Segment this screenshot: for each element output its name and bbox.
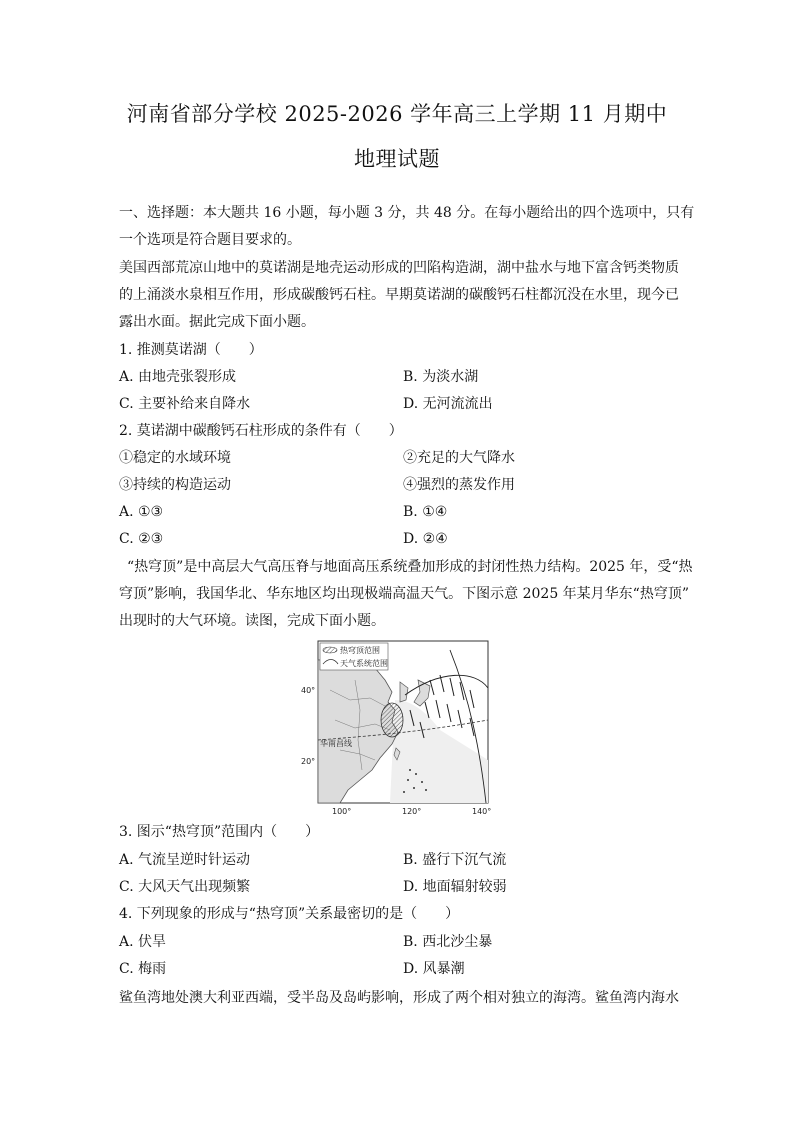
question-1-option-b: B. 为淡水湖 bbox=[403, 369, 479, 385]
passage-2-line-3: 出现时的大气环境。读图，完成下面小题。 bbox=[119, 613, 385, 629]
legend-weather-system-label: 天气系统范围 bbox=[340, 659, 388, 668]
question-3-option-d: D. 地面辐射较弱 bbox=[403, 879, 507, 895]
latitude-20-label: 20° bbox=[301, 757, 316, 766]
question-1-option-a: A. 由地壳张裂形成 bbox=[119, 369, 237, 385]
question-3-option-a: A. 气流呈逆时针运动 bbox=[119, 852, 251, 868]
question-1-option-c: C. 主要补给来自降水 bbox=[119, 396, 251, 412]
passage-2-line-2: 穹顶”影响，我国华北、华东地区均出现极端高温天气。下图示意 2025 年某月华东“热穹顶” bbox=[119, 586, 689, 602]
question-2-option-b: B. ①④ bbox=[403, 504, 448, 520]
heat-dome-region bbox=[381, 703, 403, 737]
question-2-item-4: ④强烈的蒸发作用 bbox=[403, 477, 515, 493]
section-instructions-line-2: 一个选项是符合题目要求的。 bbox=[119, 232, 301, 248]
latitude-40-label: 40° bbox=[301, 686, 316, 695]
question-3-option-c: C. 大风天气出现频繁 bbox=[119, 879, 251, 895]
passage-1-line-1: 美国西部荒凉山地中的莫诺湖是地壳运动形成的凹陷构造湖，湖中盐水与地下富含钙类物质 bbox=[119, 260, 679, 276]
question-4-stem: 4. 下列现象的形成与“热穹顶”关系最密切的是（ ） bbox=[119, 906, 460, 922]
question-2-option-c: C. ②③ bbox=[119, 531, 164, 547]
longitude-120-label: 120° bbox=[402, 807, 422, 816]
question-4-option-c: C. 梅雨 bbox=[119, 961, 167, 977]
question-3-stem: 3. 图示“热穹顶”范围内（ ） bbox=[119, 824, 320, 840]
question-3-option-b: B. 盛行下沉气流 bbox=[403, 852, 507, 868]
question-2-option-d: D. ②④ bbox=[403, 531, 448, 547]
section-instructions-line-1: 一、选择题：本大题共 16 小题，每小题 3 分，共 48 分。在每小题给出的四个选项中，只有 bbox=[119, 205, 695, 221]
passage-1-line-2: 的上涌淡水泉相互作用，形成碳酸钙石柱。早期莫诺湖的碳酸钙石柱都沉没在水里，现今已 bbox=[119, 287, 679, 303]
line-label: 华南昌线 bbox=[320, 739, 352, 748]
legend-heat-dome-label: 热穹顶范围 bbox=[340, 646, 380, 655]
passage-2-line-1: “热穹顶”是中高层大气高压脊与地面高压系统叠加形成的封闭性热力结构。2025 年，受“热 bbox=[127, 559, 693, 575]
question-4-option-d: D. 风暴潮 bbox=[403, 961, 465, 977]
page-title: 河南省部分学校 2025-2026 学年高三上学期 11 月期中 bbox=[126, 102, 668, 126]
question-2-stem: 2. 莫诺湖中碳酸钙石柱形成的条件有（ ） bbox=[119, 423, 403, 439]
question-1-stem: 1. 推测莫诺湖（ ） bbox=[119, 342, 263, 358]
longitude-140-label: 140° bbox=[472, 807, 492, 816]
question-2-item-1: ①稳定的水域环境 bbox=[119, 450, 231, 466]
passage-3-line-1: 鲨鱼湾地处澳大利亚西端，受半岛及岛屿影响，形成了两个相对独立的海湾。鲨鱼湾内海水 bbox=[119, 990, 679, 1006]
question-2-item-2: ②充足的大气降水 bbox=[403, 450, 515, 466]
question-4-option-a: A. 伏旱 bbox=[119, 934, 167, 950]
legend-heat-dome-symbol bbox=[323, 647, 337, 653]
question-2-item-3: ③持续的构造运动 bbox=[119, 477, 231, 493]
heat-dome-map bbox=[300, 640, 496, 816]
question-1-option-d: D. 无河流流出 bbox=[403, 396, 493, 412]
page-subtitle: 地理试题 bbox=[354, 147, 440, 171]
question-2-option-a: A. ①③ bbox=[119, 504, 164, 520]
longitude-100-label: 100° bbox=[332, 807, 352, 816]
passage-1-line-3: 露出水面。据此完成下面小题。 bbox=[119, 314, 315, 330]
question-4-option-b: B. 西北沙尘暴 bbox=[403, 934, 493, 950]
heat-dome-map-svg bbox=[300, 640, 496, 816]
